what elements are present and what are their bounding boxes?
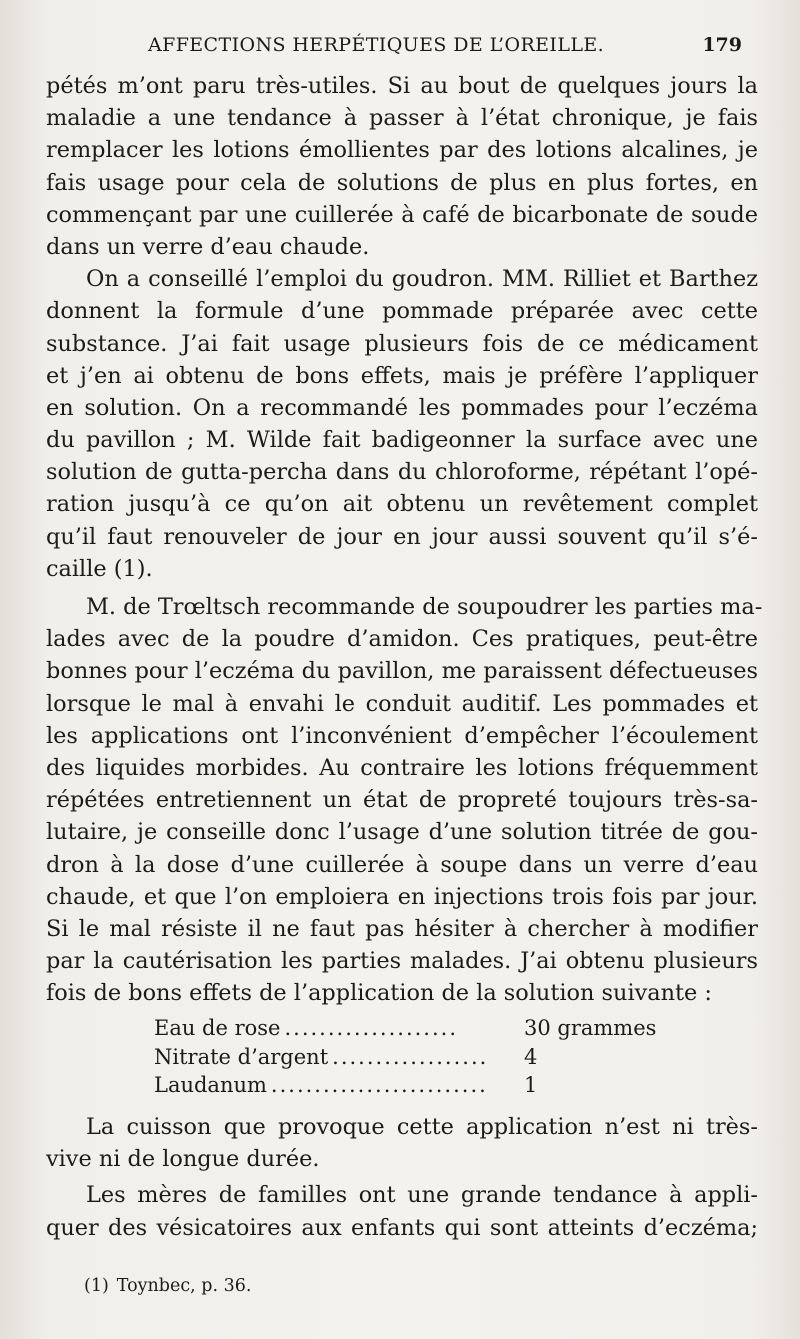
text-line: vive ni de longue durée.	[46, 1146, 320, 1173]
text-line: ration jusqu’à ce qu’on ait obtenu un revêtement complet	[46, 491, 758, 518]
text-line: chaude, et que l’on emploiera en injections trois fois par jour.	[46, 883, 758, 910]
text-line: bonnes pour l’eczéma du pavillon, me paraissent défectueuses	[46, 658, 758, 685]
text-line: en solution. On a recommandé les pommades pour l’eczéma	[46, 394, 758, 421]
text-line: les applications ont l’inconvénient d’empêcher l’écoulement	[46, 722, 758, 749]
prescription-row	[154, 1043, 674, 1072]
paragraph	[46, 1179, 758, 1243]
text-line: lutaire, je conseille donc l’usage d’une solution titrée de gou-	[46, 819, 758, 846]
text-line: lades avec de la poudre d’amidon. Ces pratiques, peut-être	[46, 626, 758, 653]
text-line: commençant par une cuillerée à café de bicarbonate de soude	[46, 201, 758, 228]
footnote	[84, 1276, 251, 1296]
text-line: qu’il faut renouveler de jour en jour aussi souvent qu’il s’é-	[46, 523, 758, 550]
text-line: donnent la formule d’une pommade préparée avec cette	[46, 298, 758, 325]
text-line: des liquides morbides. Au contraire les lotions fréquemment	[46, 754, 758, 781]
text-line: fois de bons effets de l’application de la solution suivante :	[46, 980, 712, 1007]
text-line: lorsque le mal à envahi le conduit auditif. Les pommades et	[46, 690, 758, 717]
page-number: 179	[702, 34, 742, 56]
text-line: fais usage pour cela de solutions de plus en plus fortes, en	[46, 169, 758, 196]
running-head	[148, 34, 748, 62]
text-line: dans un verre d’eau chaude.	[46, 233, 370, 260]
prescription-table	[154, 1014, 674, 1100]
text-line: solution de gutta-percha dans du chloroforme, répétant l’opé-	[46, 459, 758, 486]
text-line: maladie a une tendance à passer à l’état chronique, je fais	[46, 105, 758, 132]
body-text-top	[46, 70, 763, 1009]
text-line: du pavillon ; M. Wilde fait badigeonner la surface avec une	[46, 427, 758, 454]
running-title: AFFECTIONS HERPÉTIQUES DE L’OREILLE.	[148, 34, 605, 56]
footnote-mark: (1)	[84, 1276, 109, 1296]
leader-dots: ....................	[284, 1016, 458, 1040]
ingredient-quantity: 30 grammes	[524, 1016, 657, 1040]
text-line: dron à la dose d’une cuillerée à soupe dans un verre d’eau	[46, 851, 758, 878]
ingredient-name: Nitrate d’argent	[154, 1044, 329, 1069]
paragraph	[46, 263, 758, 585]
prescription-row	[154, 1014, 674, 1043]
ingredient-quantity: 4	[524, 1044, 538, 1069]
text-line: remplacer les lotions émollientes par des lotions alcalines, je	[46, 137, 758, 164]
text-line: substance. J’ai fait usage plusieurs fois de ce médicament	[46, 330, 758, 357]
ingredient-name: Eau de rose	[154, 1016, 281, 1040]
text-line: Si le mal résiste il ne faut pas hésiter à chercher à modifier	[46, 915, 758, 942]
footnote-text: Toynbec, p. 36.	[116, 1276, 252, 1296]
ingredient-quantity: 1	[524, 1073, 538, 1097]
paragraph	[46, 591, 763, 1009]
paragraph	[46, 1111, 758, 1175]
text-line: On a conseillé l’emploi du goudron. MM. Rilliet et Barthez	[86, 266, 758, 293]
ingredient-name: Laudanum	[154, 1073, 267, 1097]
text-line: répétées entretiennent un état de propreté toujours très-sa-	[46, 787, 758, 814]
prescription-row	[154, 1071, 674, 1100]
leader-dots: ..................	[332, 1044, 489, 1069]
text-line: pétés m’ont paru très-utiles. Si au bout de quelques jours la	[46, 73, 758, 99]
body-text-bottom	[46, 1111, 758, 1244]
paragraph	[46, 70, 758, 263]
text-line: quer des vésicatoires aux enfants qui sont atteints d’eczéma;	[46, 1214, 758, 1241]
text-line: M. de Trœltsch recommande de soupoudrer les parties ma-	[86, 594, 763, 620]
text-line: et j’en ai obtenu de bons effets, mais je préfère l’appliquer	[46, 362, 758, 389]
text-line: La cuisson que provoque cette application n’est ni très-	[86, 1114, 758, 1140]
leader-dots: .........................	[270, 1073, 488, 1097]
text-line: Les mères de familles ont une grande tendance à appli-	[86, 1182, 758, 1209]
text-line: par la cautérisation les parties malades. J’ai obtenu plusieurs	[46, 948, 758, 975]
text-line: caille (1).	[46, 555, 153, 582]
